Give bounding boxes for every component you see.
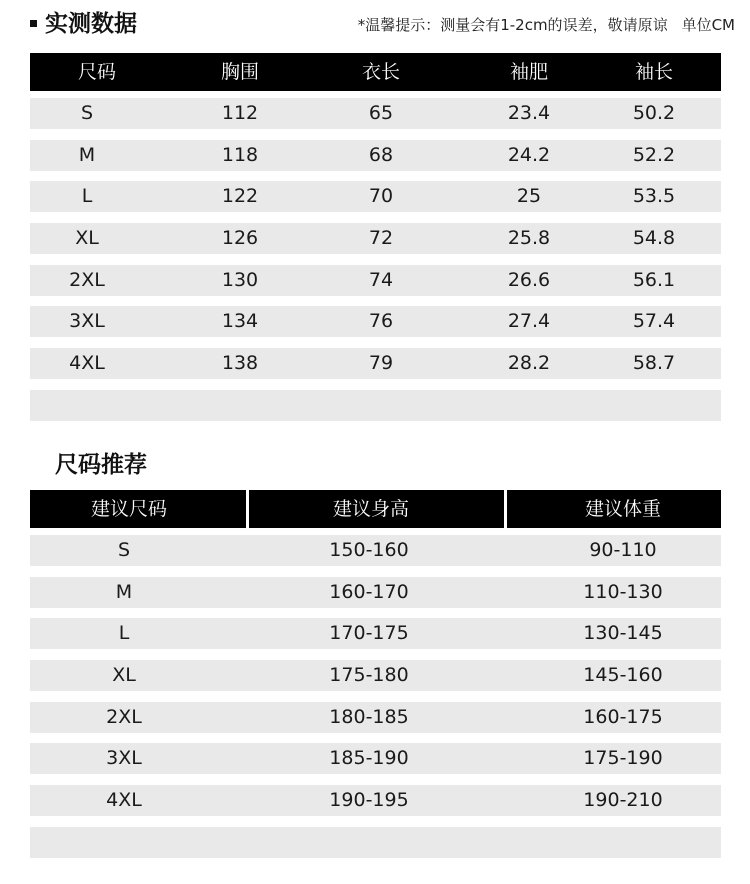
table-row (30, 181, 721, 212)
header-cell (249, 490, 504, 528)
size-cell: 2XL (106, 705, 142, 728)
length-cell: 74 (368, 268, 394, 291)
length-cell: 68 (368, 143, 394, 166)
height-cell: 180-185 (329, 705, 409, 728)
size-cell: S (117, 539, 131, 561)
chest-cell: 118 (221, 143, 259, 166)
header-sleeve-length: 袖长 (634, 61, 674, 83)
measured-table (30, 53, 721, 421)
table-row (30, 535, 721, 566)
table-row (30, 306, 721, 337)
sleeve-length-cell: 50.2 (632, 102, 676, 124)
sleeve-width-cell: 25.8 (507, 227, 551, 250)
height-cell: 190-195 (329, 789, 409, 812)
header-cell (507, 490, 721, 528)
size-cell: 2XL (69, 268, 105, 291)
header-length: 衣长 (361, 61, 401, 83)
size-cell: S (80, 102, 94, 124)
size-cell: XL (75, 227, 99, 250)
size-cell: L (118, 622, 130, 645)
weight-cell: 90-110 (589, 539, 657, 561)
table-row (30, 660, 721, 691)
sleeve-width-cell: 27.4 (507, 310, 551, 333)
height-cell: 170-175 (329, 622, 409, 645)
weight-cell: 145-160 (583, 664, 663, 687)
chest-cell: 126 (221, 227, 259, 250)
size-cell: 4XL (106, 789, 142, 812)
table-row (30, 265, 721, 296)
notice-text: *温馨提示：测量会有1-2cm的误差，敬请原谅 (357, 16, 668, 34)
size-cell: 3XL (106, 747, 142, 770)
recommend-table-header (30, 490, 721, 528)
sleeve-length-cell: 57.4 (632, 310, 676, 333)
chest-cell: 138 (221, 352, 259, 375)
table-row (30, 743, 721, 774)
chest-cell: 122 (221, 185, 259, 208)
sleeve-width-cell: 23.4 (507, 102, 551, 124)
table-row (30, 348, 721, 379)
height-cell: 160-170 (329, 580, 409, 603)
recommend-table (30, 490, 721, 858)
table-row (30, 785, 721, 816)
length-cell: 79 (368, 352, 394, 375)
size-cell: M (115, 580, 133, 603)
table-row (30, 140, 721, 171)
bullet-square-icon (30, 20, 37, 27)
measured-table-header (30, 53, 721, 91)
header-suggested-height: 建议身高 (332, 498, 410, 520)
length-cell: 65 (368, 102, 394, 124)
size-cell: XL (112, 664, 136, 687)
chest-cell: 134 (221, 310, 259, 333)
header-suggested-weight: 建议体重 (584, 498, 662, 520)
sleeve-length-cell: 58.7 (632, 352, 676, 375)
table-row (30, 98, 721, 129)
sleeve-length-cell: 56.1 (632, 268, 676, 291)
height-cell: 150-160 (329, 539, 409, 561)
table-row (30, 702, 721, 733)
measured-title: 实测数据 (45, 11, 137, 37)
length-cell: 72 (368, 227, 394, 250)
size-cell: L (81, 185, 93, 208)
height-cell: 175-180 (329, 664, 409, 687)
weight-cell: 130-145 (583, 622, 663, 645)
table-row (30, 577, 721, 608)
header-chest: 胸围 (220, 61, 260, 83)
length-cell: 76 (368, 310, 394, 333)
recommend-title: 尺码推荐 (55, 452, 147, 478)
chest-cell: 130 (221, 268, 259, 291)
size-cell: 4XL (69, 352, 105, 375)
table-row (30, 223, 721, 254)
sleeve-length-cell: 52.2 (632, 143, 676, 166)
empty-row (30, 827, 721, 858)
measurement-notice (358, 15, 735, 35)
weight-cell: 175-190 (583, 747, 663, 770)
weight-cell: 190-210 (583, 789, 663, 812)
sleeve-length-cell: 53.5 (632, 185, 676, 208)
weight-cell: 110-130 (583, 580, 663, 603)
chest-cell: 112 (221, 102, 259, 124)
table-row (30, 618, 721, 649)
empty-row (30, 390, 721, 421)
sleeve-length-cell: 54.8 (632, 227, 676, 250)
sleeve-width-cell: 25 (516, 185, 542, 208)
header-size: 尺码 (77, 61, 117, 83)
length-cell: 70 (368, 185, 394, 208)
size-cell: M (78, 143, 96, 166)
unit-text: 单位CM (681, 16, 735, 34)
header-sleeve-width: 袖肥 (509, 61, 549, 83)
sleeve-width-cell: 26.6 (507, 268, 551, 291)
header-suggested-size: 建议尺码 (90, 498, 168, 520)
header-cell (30, 490, 246, 528)
weight-cell: 160-175 (583, 705, 663, 728)
size-cell: 3XL (69, 310, 105, 333)
sleeve-width-cell: 24.2 (507, 143, 551, 166)
sleeve-width-cell: 28.2 (507, 352, 551, 375)
height-cell: 185-190 (329, 747, 409, 770)
